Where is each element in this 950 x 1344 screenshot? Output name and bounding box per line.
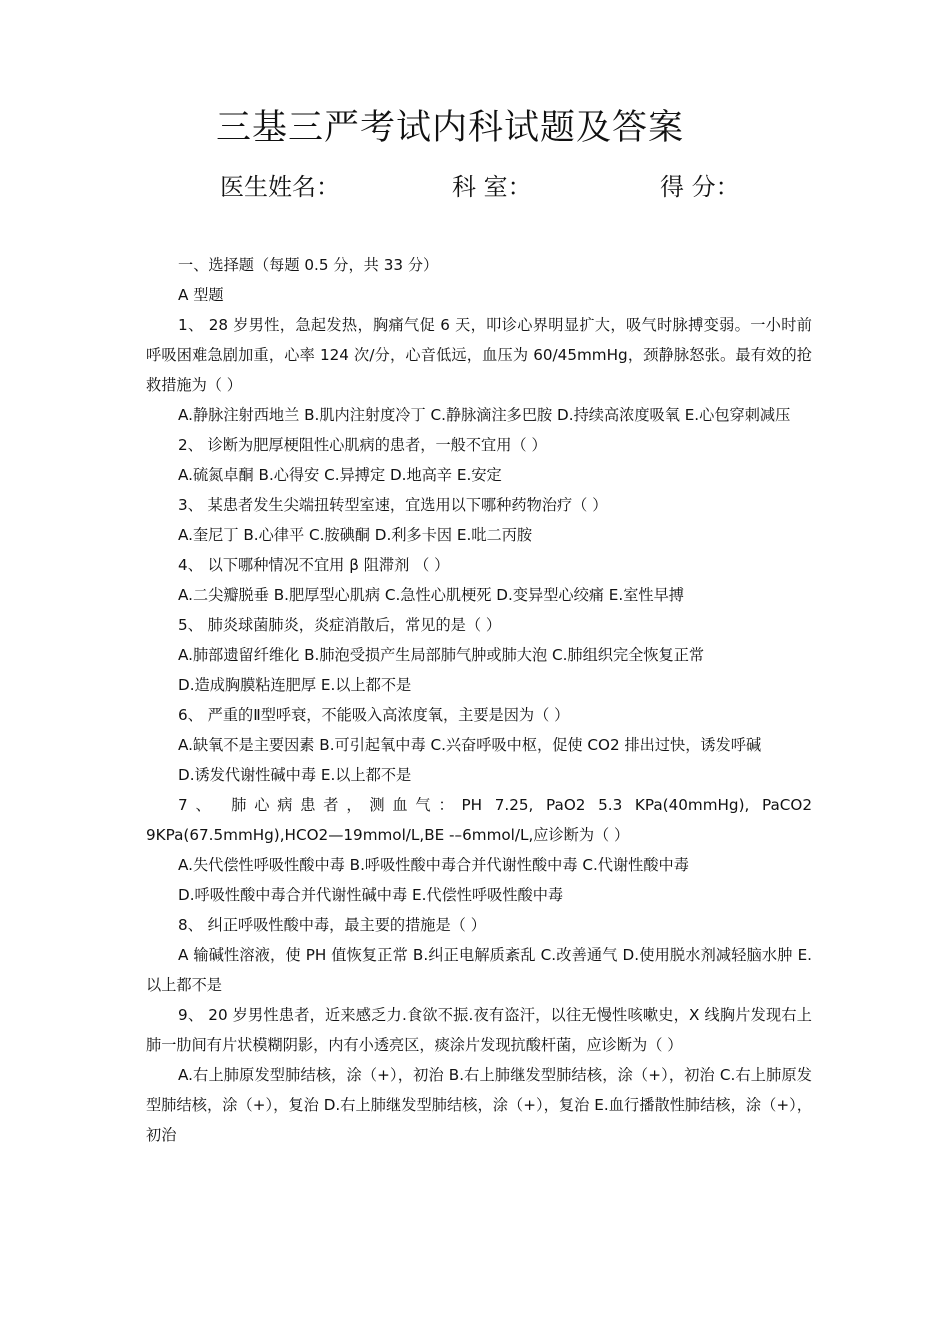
question-5: 5、 肺炎球菌肺炎，炎症消散后，常见的是（ ） [178,616,502,634]
question-1: 1、 28 岁男性，急起发热，胸痛气促 6 天，叩诊心界明显扩大，吸气时脉搏变弱。一小时前呼吸困难急剧加重，心率 124 次/分，心音低远，血压为 60/45mmHg，颈静脉怒张。最有效的抢救措施为（ ） [146,316,812,394]
options-9: A.右上肺原发型肺结核，涂（+），初治 B.右上肺继发型肺结核，涂（+），初治 C.右上肺原发型肺结核，涂（+），复治 D.右上肺继发型肺结核，涂（+），复治 E.血行播散性肺结核，涂（+），初治 [146,1066,812,1144]
options-2: A.硫氮卓酮 B.心得安 C.异搏定 D.地高辛 E.安定 [178,466,502,484]
question-3: 3、 某患者发生尖端扭转型室速，宜选用以下哪种药物治疗（ ） [178,496,608,514]
question-6: 6、 严重的Ⅱ型呼衰，不能吸入高浓度氧，主要是因为（ ） [178,706,570,724]
options-8: A 输碱性溶液，使 PH 值恢复正常 B.纠正电解质紊乱 C.改善通气 D.使用脱水剂减轻脑水肿 E.以上都不是 [146,946,812,994]
department-label: 科 室： [452,173,532,201]
options-3: A.奎尼丁 B.心律平 C.胺碘酮 D.利多卡因 E.吡二丙胺 [178,526,533,544]
question-2: 2、 诊断为肥厚梗阻性心肌病的患者，一般不宜用（ ） [178,436,547,454]
options-5b: D.造成胸膜粘连肥厚 E.以上都不是 [178,676,412,694]
exam-body [146,250,812,1150]
options-4: A.二尖瓣脱垂 B.肥厚型心肌病 C.急性心肌梗死 D.变异型心绞痛 E.室性早搏 [178,586,684,604]
question-9: 9、 20 岁男性患者，近来感乏力.食欲不振.夜有盗汗，以往无慢性咳嗽史，X 线胸片发现右上肺一肋间有片状模糊阴影，内有小透亮区，痰涂片发现抗酸杆菌，应诊断为（ ） [146,1006,812,1054]
score-label: 得 分： [660,173,740,201]
question-type-heading: A 型题 [178,286,224,304]
document-title: 三基三严考试内科试题及答案 [216,108,685,148]
options-6b: D.诱发代谢性碱中毒 E.以上都不是 [178,766,412,784]
options-7b: D.呼吸性酸中毒合并代谢性碱中毒 E.代偿性呼吸性酸中毒 [178,886,564,904]
options-7a: A.失代偿性呼吸性酸中毒 B.呼吸性酸中毒合并代谢性酸中毒 C.代谢性酸中毒 [178,856,689,874]
options-6a: A.缺氧不是主要因素 B.可引起氧中毒 C.兴奋呼吸中枢，促使 CO2 排出过快，诱发呼碱 [178,736,762,754]
section-heading: 一、选择题（每题 0.5 分，共 33 分） [178,256,439,274]
doctor-name-label: 医生姓名： [220,173,340,201]
options-1: A.静脉注射西地兰 B.肌内注射度冷丁 C.静脉滴注多巴胺 D.持续高浓度吸氧 E.心包穿刺减压 [178,406,791,424]
question-4: 4、 以下哪种情况不宜用 β 阻滞剂 （ ） [178,556,450,574]
question-7: 7、 肺心病患者，测血气：PH 7.25, PaO2 5.3 KPa(40mmHg), PaCO2 9KPa(67.5mmHg),HCO2—19mmol/L,BE -–6mmol/L,应诊断为（ ） [146,796,812,844]
question-8: 8、 纠正呼吸性酸中毒，最主要的措施是（ ） [178,916,486,934]
options-5a: A.肺部遗留纤维化 B.肺泡受损产生局部肺气肿或肺大泡 C.肺组织完全恢复正常 [178,646,705,664]
